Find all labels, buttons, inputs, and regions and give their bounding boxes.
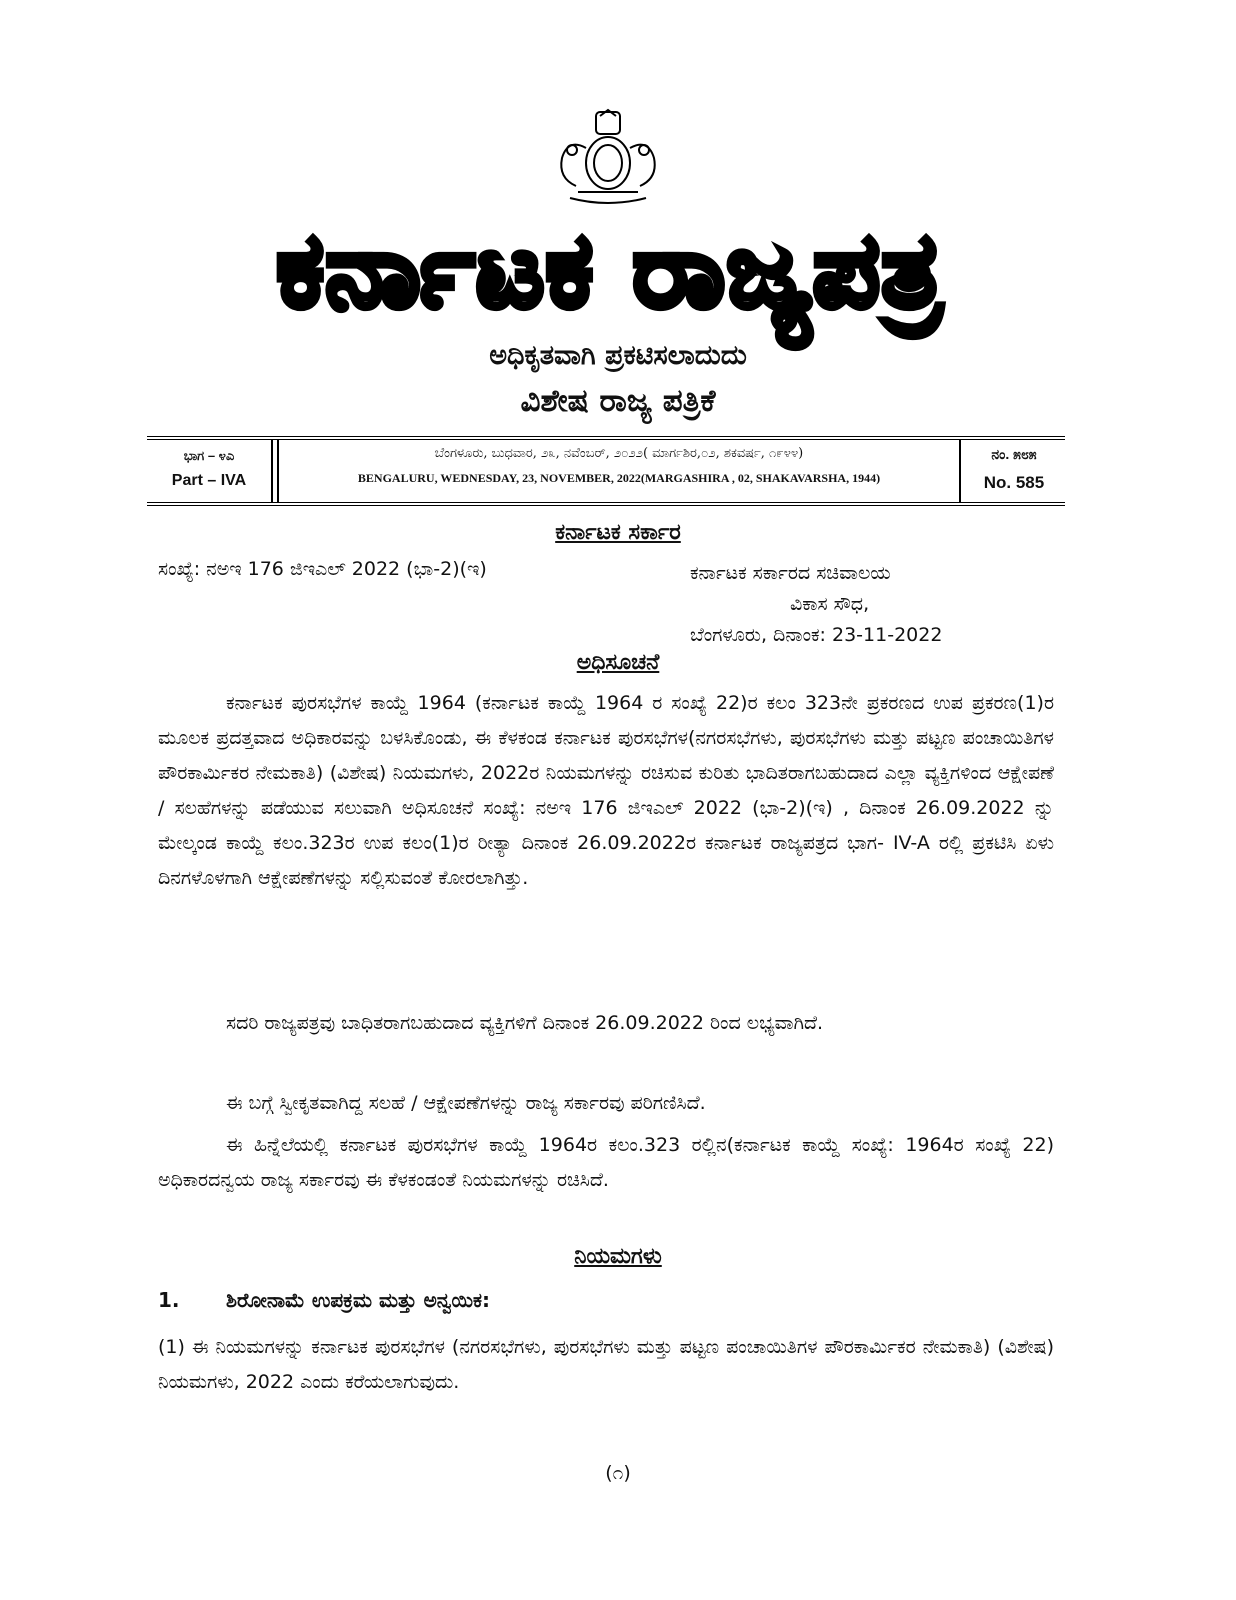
date-line-kannada: ಬೆಂಗಳೂರು, ಬುಧವಾರ, ೨೩, ನವೆಂಬರ್, ೨೦೨೨( ಮಾರ್ಗಶಿರ,೦೨, ಶಕವರ್ಷ, ೧೯೪೪) — [434, 446, 804, 461]
office-line-3: ಬೆಂಗಳೂರು, ದಿನಾಂಕ: 23-11-2022 — [690, 624, 943, 646]
date-line-english: BENGALURU, WEDNESDAY, 23, NOVEMBER, 2022(MARGASHIRA , 02, SHAKAVARSHA, 1944) — [357, 471, 881, 485]
rules-heading: ನಿಯಮಗಳು — [574, 1244, 662, 1269]
paragraph-3: ಈ ಬಗ್ಗೆ ಸ್ವೀಕೃತವಾಗಿದ್ದ ಸಲಹೆ / ಆಕ್ಷೇಪಣೆಗಳನ್ನು ರಾಜ್ಯ ಸರ್ಕಾರವು ಪರಿಗಣಿಸಿದೆ. — [226, 1092, 706, 1114]
paragraph-4: ಈ ಹಿನ್ನೆಲೆಯಲ್ಲಿ ಕರ್ನಾಟಕ ಪುರಸಭೆಗಳ ಕಾಯ್ದೆ 1964ರ ಕಲಂ.323 ರಲ್ಲಿನ(ಕರ್ನಾಟಕ ಕಾಯ್ದೆ ಸಂಖ್ಯೆ: 1964ರ ಸಂಖ್ಯೆ 22) ಅಧಿಕಾರದನ್ವಯ ರಾಜ್ಯ ಸರ್ಕಾರವು ಈ ಕೆಳಕಂಡಂತೆ ನಿಯಮಗಳನ್ನು ರಚಿಸಿದೆ. — [158, 1134, 1054, 1191]
office-line-1: ಕರ್ನಾಟಕ ಸರ್ಕಾರದ ಸಚಿವಾಲಯ — [690, 562, 891, 584]
office-line-2: ವಿಕಾಸ ಸೌಧ, — [790, 593, 870, 615]
paragraph-1: ಕರ್ನಾಟಕ ಪುರಸಭೆಗಳ ಕಾಯ್ದೆ 1964 (ಕರ್ನಾಟಕ ಕಾಯ್ದೆ 1964 ರ ಸಂಖ್ಯೆ 22)ರ ಕಲಂ 323ನೇ ಪ್ರಕರಣದ ಉಪ ಪ್ರಕರಣ(1)ರ ಮೂಲಕ ಪ್ರದತ್ತವಾದ ಅಧಿಕಾರವನ್ನು ಬಳಸಿಕೊಂಡು, ಈ ಕೆಳಕಂಡ ಕರ್ನಾಟಕ ಪುರಸಭೆಗಳ(ನಗರಸಭೆಗಳು, ಪುರಸಭೆಗಳು ಮತ್ತು ಪಟ್ಟಣ ಪಂಚಾಯಿತಿಗಳ ಪೌರಕಾರ್ಮಿಕರ ನೇಮಕಾತಿ) (ವಿಶೇಷ) ನಿಯಮಗಳು, 2022ರ ನಿಯಮಗಳನ್ನು ರಚಿಸುವ ಕುರಿತು ಭಾದಿತರಾಗಬಹುದಾದ ಎಲ್ಲಾ ವ್ಯಕ್ತಿಗಳಿಂದ ಆಕ್ಷೇಪಣೆ / ಸಲಹೆಗಳನ್ನು ಪಡೆಯುವ ಸಲುವಾಗಿ ಅಧಿಸೂಚನೆ ಸಂಖ್ಯೆ: ನಅಇ 176 ಜಿಇಎಲ್ 2022 (ಭಾ-2)(ಇ) , ದಿನಾಂಕ 26.09.2022 ನ್ನು ಮೇಲ್ಕಂಡ ಕಾಯ್ದೆ ಕಲಂ.323ರ ಉಪ ಕಲಂ(1)ರ ರೀತ್ಯಾ ದಿನಾಂಕ 26.09.2022ರ ಕರ್ನಾಟಕ ರಾಜ್ಯಪತ್ರದ ಭಾಗ- IV-A ರಲ್ಲಿ ಪ್ರಕಟಿಸಿ ಏಳು ದಿನಗಳೊಳಗಾಗಿ ಆಕ್ಷೇಪಣೆಗಳನ್ನು ಸಲ್ಲಿಸುವಂತೆ ಕೋರಲಾಗಿತ್ತು. — [158, 692, 1054, 889]
rule-1-number: 1. — [158, 1288, 180, 1312]
rule-1-clause-1: (1) ಈ ನಿಯಮಗಳನ್ನು ಕರ್ನಾಟಕ ಪುರಸಭೆಗಳ (ನಗರಸಭೆಗಳು, ಪುರಸಭೆಗಳು ಮತ್ತು ಪಟ್ಟಣ ಪಂಚಾಯಿತಿಗಳ ಪೌರಕಾರ್ಮಿಕರ ನೇಮಕಾತಿ) (ವಿಶೇಷ) ನಿಯಮಗಳು, 2022 ಎಂದು ಕರೆಯಲಾಗುವುದು. — [158, 1336, 1054, 1393]
notification-heading: ಅಧಿಸೂಚನೆ — [576, 650, 660, 675]
paragraph-2: ಸದರಿ ರಾಜ್ಯಪತ್ರವು ಬಾಧಿತರಾಗಬಹುದಾದ ವ್ಯಕ್ತಿಗಳಿಗೆ ದಿನಾಂಕ 26.09.2022 ರಿಂದ ಲಭ್ಯವಾಗಿದೆ. — [226, 1012, 824, 1034]
part-box — [147, 440, 273, 502]
gazette-number-kannada: ನಂ. ೫೮೫ — [991, 446, 1037, 462]
emblem-graphic — [548, 108, 668, 208]
part-label-kannada: ಭಾಗ – ೪ಎ — [183, 448, 235, 463]
state-emblem-icon — [548, 108, 668, 208]
government-heading: ಕರ್ನಾಟಕ ಸರ್ಕಾರ — [555, 520, 681, 545]
rule-1-title: ಶಿರೋನಾಮೆ ಉಪಕ್ರಮ ಮತ್ತು ಅನ್ವಯಿಕ: — [226, 1288, 490, 1312]
order-number: ಸಂಖ್ಯೆ: ನಅಇ 176 ಜಿಇಎಲ್ 2022 (ಭಾ-2)(ಇ) — [158, 558, 487, 580]
rule-1-heading — [158, 1288, 490, 1312]
masthead-subtitle: ಅಧಿಕೃತವಾಗಿ ಪ್ರಕಟಿಸಲಾದುದು — [489, 340, 747, 371]
gazette-info-bar — [147, 436, 1065, 506]
date-box — [277, 440, 961, 502]
gazette-number-english: No. 585 — [983, 473, 1045, 492]
masthead-subtitle-special: ವಿಶೇಷ ರಾಜ್ಯ ಪತ್ರಿಕೆ — [520, 383, 716, 419]
gazette-masthead-title: ಕರ್ನಾಟಕ ರಾಜ್ಯಪತ್ರ — [276, 208, 944, 331]
office-address — [690, 558, 1030, 651]
number-box — [963, 440, 1065, 502]
page-number: (೧) — [605, 1462, 631, 1484]
part-label-english: Part – IVA — [171, 472, 247, 489]
